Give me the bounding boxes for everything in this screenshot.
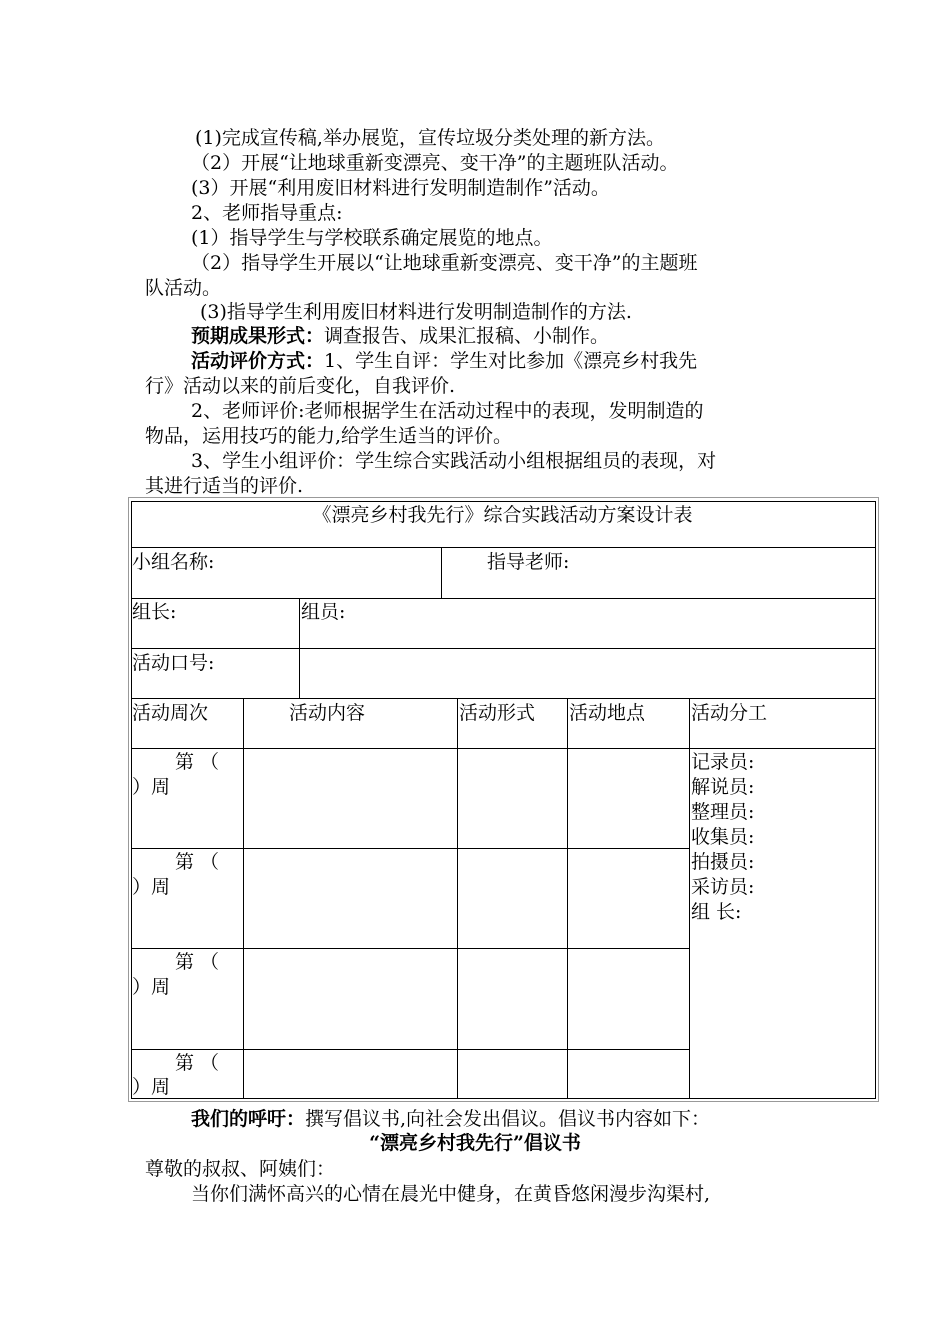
- week-4-top: 第 （: [175, 1052, 220, 1074]
- role-photographer: 拍摄员:: [691, 851, 755, 873]
- call-text: 撰写倡议书,向社会发出倡议。倡议书内容如下：: [305, 1108, 711, 1130]
- week-1-top: 第 （: [175, 751, 220, 773]
- header-content: 活动内容: [289, 702, 366, 724]
- role-organizer: 整理员:: [691, 801, 755, 823]
- paragraph-6a: （2）指导学生开展以“让地球重新变漂亮、变干净”的主题班: [191, 252, 698, 274]
- week-1-bottom: ）周: [132, 776, 171, 798]
- table-title: 《漂亮乡村我先行》综合实践活动方案设计表: [312, 504, 693, 526]
- role-collector: 收集员:: [691, 826, 755, 848]
- role-interviewer: 采访员:: [691, 876, 755, 898]
- paragraph-7: (3)指导学生利用废旧材料进行发明制造制作的方法.: [200, 301, 632, 323]
- header-division: 活动分工: [691, 702, 768, 724]
- week-3-top: 第 （: [175, 951, 220, 973]
- paragraph-2: （2）开展“让地球重新变漂亮、变干净”的主题班队活动。: [191, 152, 679, 174]
- proposal-title: “漂亮乡村我先行”倡议书: [369, 1132, 581, 1154]
- call-to-action: [191, 1107, 710, 1131]
- week-2-bottom: ）周: [132, 876, 171, 898]
- activity-plan-table: [128, 497, 879, 1102]
- paragraph-11b: 其进行适当的评价.: [145, 475, 304, 497]
- paragraph-1: (1)完成宣传稿,举办展览，宣传垃圾分类处理的新方法。: [195, 127, 665, 149]
- paragraph-9b: 行》活动以来的前后变化，自我评价.: [145, 375, 456, 397]
- week-3-bottom: ）周: [132, 976, 171, 998]
- paragraph-9: [191, 349, 697, 373]
- expected-results-label: 预期成果形式：: [191, 325, 325, 347]
- week-2-top: 第 （: [175, 851, 220, 873]
- header-location: 活动地点: [569, 702, 646, 724]
- expected-results-text: 调查报告、成果汇报稿、小制作。: [324, 325, 610, 347]
- salutation: 尊敬的叔叔、阿姨们：: [145, 1158, 336, 1180]
- opening-line: 当你们满怀高兴的心情在晨光中健身，在黄昏悠闲漫步沟渠村,: [191, 1183, 711, 1205]
- group-name-label: 小组名称:: [132, 551, 215, 573]
- evaluation-text: 1、学生自评：学生对比参加《漂亮乡村我先: [324, 350, 698, 372]
- paragraph-8: [191, 324, 609, 348]
- paragraph-6b: 队活动。: [145, 277, 222, 299]
- header-week: 活动周次: [132, 702, 209, 724]
- week-4-bottom: ）周: [132, 1076, 171, 1098]
- evaluation-label: 活动评价方式：: [191, 350, 325, 372]
- leader-label: 组长:: [132, 601, 177, 623]
- paragraph-11a: 3、学生小组评价：学生综合实践活动小组根据组员的表现，对: [191, 450, 717, 472]
- members-label: 组员:: [301, 601, 346, 623]
- paragraph-10b: 物品，运用技巧的能力,给学生适当的评价。: [145, 425, 513, 447]
- header-form: 活动形式: [459, 702, 536, 724]
- paragraph-3: (3）开展“利用废旧材料进行发明制造制作”活动。: [191, 177, 610, 199]
- call-label: 我们的呼吁：: [191, 1108, 306, 1130]
- paragraph-10a: 2、老师评价:老师根据学生在活动过程中的表现，发明制造的: [191, 400, 704, 422]
- paragraph-4: 2、老师指导重点:: [191, 202, 343, 224]
- role-recorder: 记录员:: [691, 751, 755, 773]
- teacher-label: 指导老师:: [487, 551, 570, 573]
- paragraph-5: (1）指导学生与学校联系确定展览的地点。: [191, 227, 553, 249]
- role-narrator: 解说员:: [691, 776, 755, 798]
- slogan-label: 活动口号:: [132, 652, 215, 674]
- role-group-leader: 组 长:: [691, 901, 742, 923]
